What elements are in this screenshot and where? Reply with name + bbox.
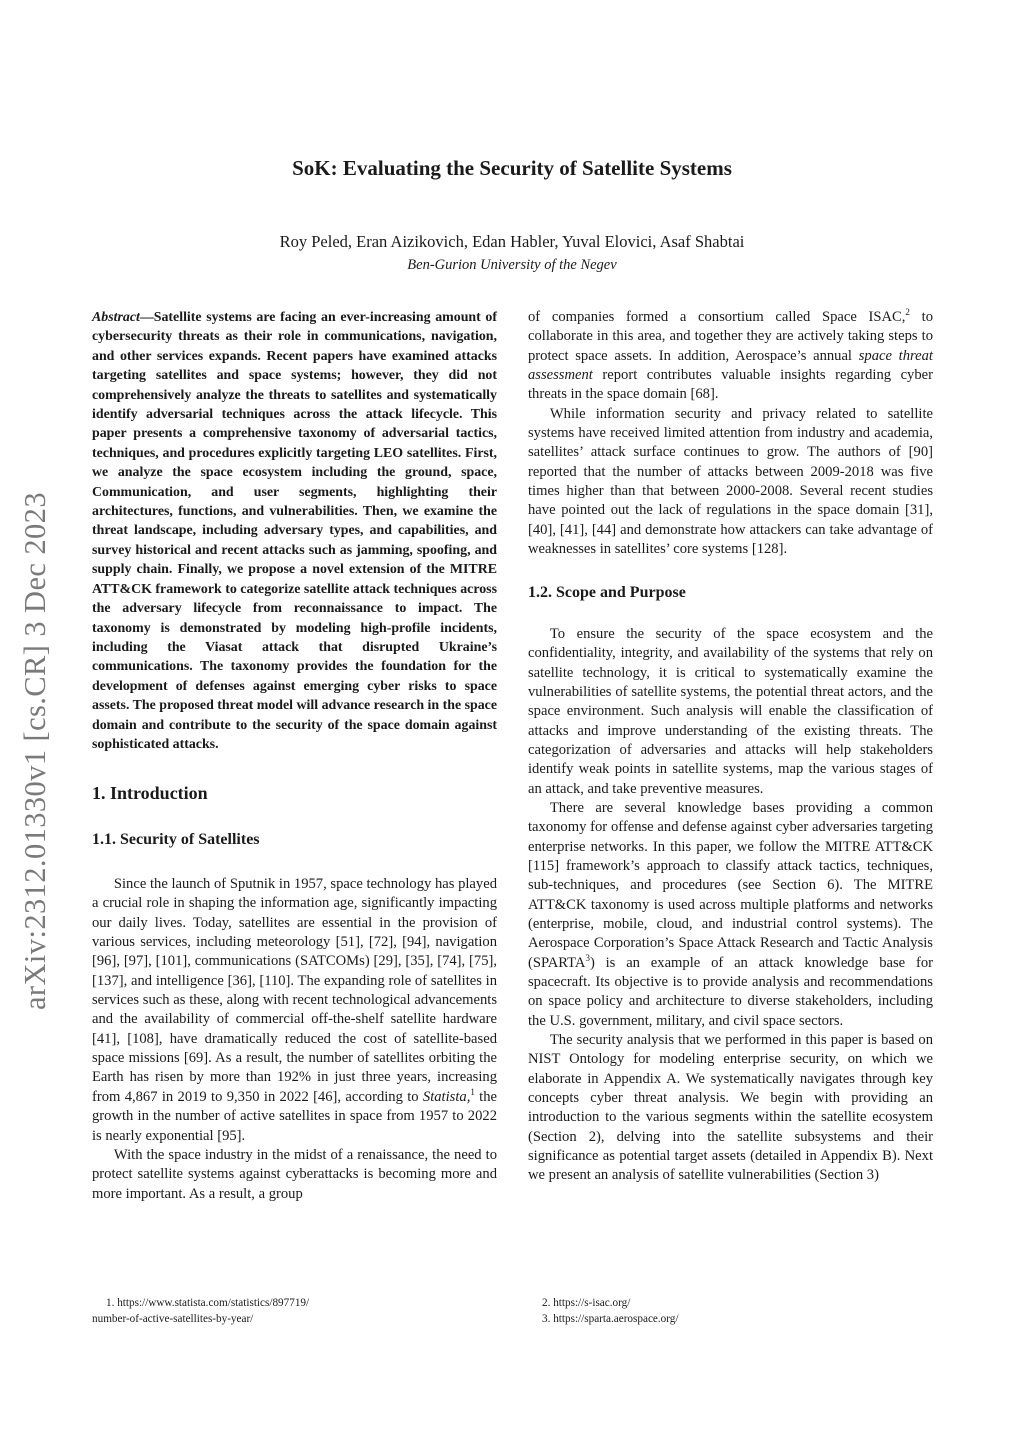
paragraph-text: report contributes valuable insights regarding cyber threats in the space domain [68]. (528, 367, 933, 403)
paragraph-text: There are several knowledge bases providing a common taxonomy for offense and defense against cyber adversaries targeting enterprise networks. In this paper, we follow the MITRE ATT&CK [115] framework’s approach to classify attack tactics, techniques, sub-techniques, and procedures (see Section 6). The MITRE ATT&CK taxonomy is used across multiple platforms and networks (enterprise, mobile, cloud, and industrial control systems). The Aerospace Corporation’s Space Attack Research and Tactic Analysis (SPARTA (528, 799, 933, 971)
footnote-marker: 2 (905, 307, 910, 318)
left-column (92, 308, 497, 1204)
paragraph-text: ) is an example of an attack knowledge base for spacecraft. Its objective is to provide analysis and recommendations on space policy and architecture to diverse stakeholders, including the U.S. government, military, and civil space sectors. (528, 954, 933, 1029)
paragraph-text: of companies formed a consortium called Space ISAC, (528, 309, 906, 325)
body-paragraph (528, 308, 933, 405)
footnote-2: 2. https://s-isac.org/ (542, 1297, 631, 1309)
footnote-marker: 3 (585, 952, 590, 963)
paper-title: SoK: Evaluating the Security of Satellite Systems (292, 156, 732, 180)
body-paragraph (528, 799, 933, 1031)
body-paragraph: With the space industry in the midst of a renaissance, the need to protect satellite systems against cyberattacks is becoming more and more important. As a result, a group (92, 1146, 497, 1202)
abstract-label: Abstract (92, 310, 140, 325)
subsection-heading-scope: 1.2. Scope and Purpose (528, 584, 686, 602)
abstract-text: Satellite systems are facing an ever-increasing amount of cybersecurity threats as their role in communications, navigation, and other services expands. Recent papers have examined attacks targeting satellites and space systems; however, they did not comprehensively analyze the threats to satellites and systematically identify adversarial techniques across the attack lifecycle. This paper presents a comprehensive taxonomy of adversarial tactics, techniques, and procedures explicitly targeting LEO satellites. First, we analyze the space ecosystem including the ground, space, Communication, and user segments, highlighting their architectures, functions, and vulnerabilities. Then, we examine the threat landscape, including adversary types, and capabilities, and survey historical and recent attacks such as jamming, spoofing, and supply chain. Finally, we propose a novel extension of the MITRE ATT&CK framework to categorize satellite attack techniques across the adversary lifecycle from reconnaissance to impact. The taxonomy is demonstrated by modeling high-profile incidents, including the Viasat attack that disrupted Ukraine’s communications. The taxonomy provides the foundation for the development of defenses against emerging cyber risks to space assets. The proposed threat model will advance research in the space domain and contribute to the security of the space domain against sophisticated attacks. (92, 310, 498, 752)
footnote-1-continued: number-of-active-satellites-by-year/ (92, 1313, 254, 1325)
paragraph-text: the growth in the number of active satellites in space from 1957 to 2022 is nearly exponential [95]. (92, 1088, 497, 1144)
arxiv-identifier: arXiv:2312.01330v1 [cs.CR] 3 Dec 2023 (18, 492, 52, 1010)
paragraph-text: to collaborate in this area, and together they are actively taking steps to protect space assets. In addition, Aerospace’s annual (528, 309, 933, 364)
abstract-dash: — (139, 310, 154, 325)
footnote-marker: 1 (470, 1086, 475, 1097)
abstract (92, 308, 497, 754)
paragraph-text: Since the launch of Sputnik in 1957, space technology has played a crucial role in shaping the information age, significantly impacting our daily lives. Today, satellites are essential in the provision of various services, including meteorology [51], [72], [94], navigation [96], [97], [101], communications (SATCOMs) [29], [35], [74], [75], [137], and intelligence [36], [110]. The expanding role of satellites in services such as these, along with recent technological advancements and the availability of commercial off-the-shelf satellite hardware [41], [108], have dramatically reduced the cost of satellite-based space missions [69]. As a result, the number of satellites orbiting the Earth has risen by more than 192% in just three years, increasing from 4,867 in 2019 to 9,350 in 2022 [46], according to (92, 876, 497, 1105)
italic-text: space threat assessment (528, 347, 933, 384)
footnotes-right (528, 1295, 933, 1327)
body-paragraph: To ensure the security of the space ecosystem and the confidentiality, integrity, and availability of the systems that rely on satellite technology, it is critical to systematically examine the vulnerabilities of satellite systems, the potential threat actors, and the space environment. Such analysis will enable the classification of attacks and improve understanding of the existing threats. The categorization of adversaries and attacks will help stakeholders identify weak points in satellite systems, map the various stages of an attack, and take preventive measures. (528, 625, 933, 797)
author-list: Roy Peled, Eran Aizikovich, Edan Habler, Yuval Elovici, Asaf Shabtai (279, 232, 745, 251)
body-paragraph: The security analysis that we performed in this paper is based on NIST Ontology for modeling enterprise security, on which we elaborate in Appendix A. We systematically navigates through key concepts cyber threat analysis. We begin with providing an introduction to the various segments within the satellite ecosystem (Section 2), delving into the satellite subsystems and their significance as potential target assets (detailed in Appendix B). Next we present an analysis of satellite vulnerabilities (Section 3) (528, 1032, 933, 1184)
affiliation: Ben-Gurion University of the Negev (407, 257, 617, 273)
body-paragraph (92, 875, 497, 1146)
right-column (528, 308, 933, 1186)
footnote-1: 1. https://www.statista.com/statistics/897719/ (106, 1297, 310, 1309)
subsection-heading-security: 1.1. Security of Satellites (92, 830, 260, 848)
footnotes-left (92, 1295, 497, 1327)
section-heading-introduction: 1. Introduction (92, 783, 208, 804)
body-paragraph: While information security and privacy related to satellite systems have received limited attention from industry and academia, satellites’ attack surface continues to grow. The authors of [90] reported that the number of attacks between 2009-2018 was five times higher than that between 2000-2008. Several recent studies have pointed out the lack of regulations in the space domain [31], [40], [41], [44] and demonstrate how attackers can take advantage of weaknesses in satellites’ core systems [128]. (528, 405, 933, 558)
footnote-3: 3. https://sparta.aerospace.org/ (542, 1313, 679, 1325)
italic-text: Statista, (422, 1088, 471, 1105)
